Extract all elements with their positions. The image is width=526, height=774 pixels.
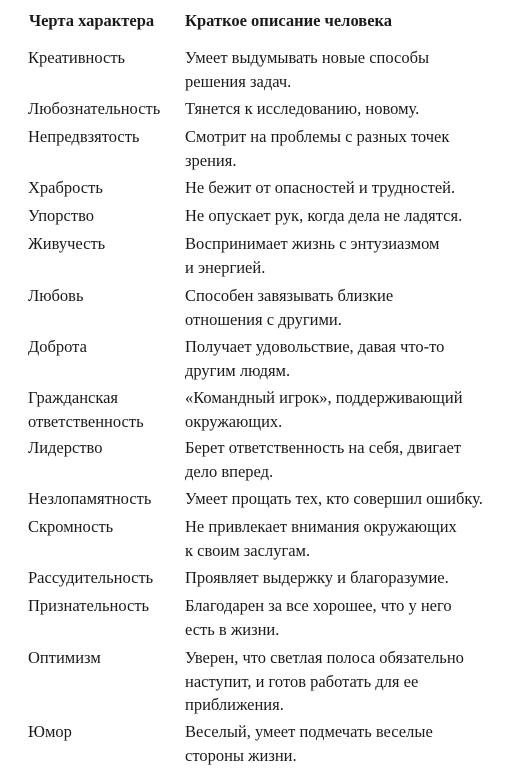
trait-name: Признательность	[28, 596, 150, 615]
trait-description: «Командный игрок», поддерживающий окружающих.	[185, 388, 463, 431]
trait-description: Умеет прощать тех, кто совершил ошибку.	[185, 489, 483, 508]
trait-description: Благодарен за все хорошее, что у него есть в жизни.	[185, 596, 452, 639]
trait-name: Живучесть	[28, 234, 106, 253]
trait-description: Проявляет выдержку и благоразумие.	[185, 568, 449, 587]
trait-description: Веселый, умеет подмечать веселые стороны жизни.	[185, 722, 433, 765]
trait-name: Упорство	[28, 206, 95, 225]
trait-name: Лидерство	[28, 438, 103, 457]
trait-name: Оптимизм	[28, 648, 101, 667]
trait-description: Воспринимает жизнь с энтузиазмом и энергией.	[185, 234, 440, 277]
trait-description: Способен завязывать близкие отношения с другими.	[185, 286, 394, 329]
trait-name: Любовь	[28, 286, 84, 305]
trait-description: Не бежит от опасностей и трудностей.	[185, 178, 456, 197]
trait-name: Скромность	[28, 517, 114, 536]
header-description: Краткое описание человека	[185, 11, 393, 30]
trait-name: Любознательность	[28, 99, 161, 118]
trait-description: Берет ответственность на себя, двигает дело вперед.	[185, 438, 462, 481]
trait-name: Храбрость	[28, 178, 103, 197]
table-header	[0, 7, 526, 35]
trait-name: Креативность	[28, 48, 126, 67]
trait-description: Получает удовольствие, давая что-то другим людям.	[185, 337, 445, 380]
trait-name: Рассудительность	[28, 568, 154, 587]
trait-description: Не привлекает внимания окружающих к своим заслугам.	[185, 517, 457, 560]
trait-name: Доброта	[28, 337, 87, 356]
trait-name: Юмор	[28, 722, 72, 741]
trait-description: Тянется к исследованию, новому.	[185, 99, 420, 118]
trait-name: Гражданская ответственность	[28, 388, 144, 431]
header-trait: Черта характера	[29, 11, 155, 30]
trait-description: Уверен, что светлая полоса обязательно наступит, и готов работать для ее приближения.	[185, 648, 464, 714]
trait-description: Умеет выдумывать новые способы решения задач.	[185, 48, 430, 91]
trait-description: Не опускает рук, когда дела не ладятся.	[185, 206, 463, 225]
trait-name: Незлопамятность	[28, 489, 152, 508]
trait-description: Смотрит на проблемы с разных точек зрения.	[185, 127, 450, 170]
trait-name: Непредвзятость	[28, 127, 140, 146]
